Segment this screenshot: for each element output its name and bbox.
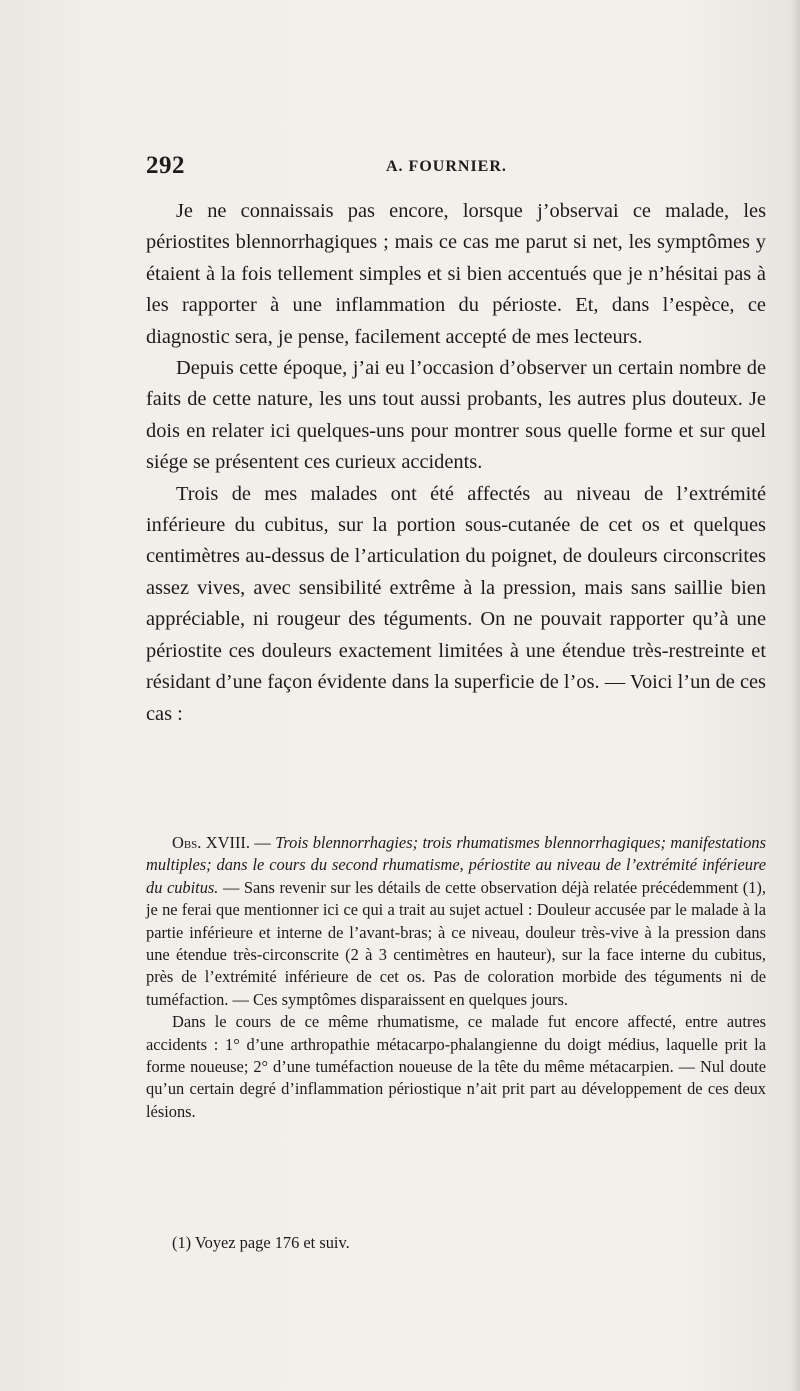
page-header (146, 152, 766, 188)
observation-block (146, 832, 766, 1123)
footnote: (1) Voyez page 176 et suiv. (172, 1233, 350, 1252)
paragraph-1: Je ne connaissais pas encore, lorsque j’observai ce malade, les périostites blennorrhagiques ; mais ce cas me parut si net, les symptômes y étaient à la fois tellement simples et si bien accentués que je n’hésitai pas à les rapporter à une inflammation du périoste. Et, dans l’espèce, ce diagnostic sera, je pense, facilement accepté de mes lecteurs. (146, 200, 766, 348)
observation-text: — Sans revenir sur les détails de cette observation déjà relatée précédemment (1), je ne ferai que mentionner ici ce qui a trait au sujet actuel : Douleur accusée par le malade à la partie inférieure et interne de l’avant-bras; à ce niveau, douleur très-vive à la pression dans une étendue très-circonscrite (2 à 3 centimètres en hauteur), sur la face interne du cubitus, près de l’extrémité inférieure de cet os. Pas de coloration morbide des téguments ni de tuméfaction. — Ces symptômes disparaissent en quelques jours. (146, 877, 766, 1009)
observation-label: Obs. XVIII. — (172, 833, 271, 852)
main-text (146, 196, 766, 730)
observation-paragraph-2: Dans le cours de ce même rhumatisme, ce malade fut encore affecté, entre autres accidents : 1° d’une arthropathie métacarpo-phalangienne du doigt médius, laquelle prit la forme noueuse; 2° d’une tuméfaction noueuse de la tête du même métacarpien. — Nul doute qu’un certain degré d’inflammation périostique n’ait prit part au développement de ces deux lésions. (146, 1012, 766, 1121)
paragraph-3: Trois de mes malades ont été affectés au niveau de l’extrémité inférieure du cubitus, sur la portion sous-cutanée de cet os et quelques centimètres au-dessus de l’articulation du poignet, de douleurs circonscrites assez vives, avec sensibilité extrême à la pression, mais sans saillie bien appréciable, ni rougeur des téguments. On ne pouvait rapporter qu’à une périostite ces douleurs exactement limitées à une étendue très-restreinte et résidant d’une façon évidente dans la superficie de l’os. — Voici l’un de ces cas : (146, 482, 766, 725)
running-head-author: A. FOURNIER. (386, 158, 507, 175)
observation-paragraph-1 (146, 832, 766, 1011)
paragraph-2: Depuis cette époque, j’ai eu l’occasion d’observer un certain nombre de faits de cette nature, les uns tout aussi probants, les autres plus douteux. Je dois en relater ici quelques-uns pour montrer sous quelle forme et sur quel siége se présentent ces curieux accidents. (146, 357, 766, 474)
page-number: 292 (146, 152, 185, 179)
observation-title: Trois blennorrhagies; trois rhumatismes blennorrhagiques; manifestations multiples; dans le cours du second rhumatisme, périostite au niveau de l’extrémité inférieure du cubitus. (146, 833, 766, 897)
binding-shadow (790, 0, 800, 1391)
